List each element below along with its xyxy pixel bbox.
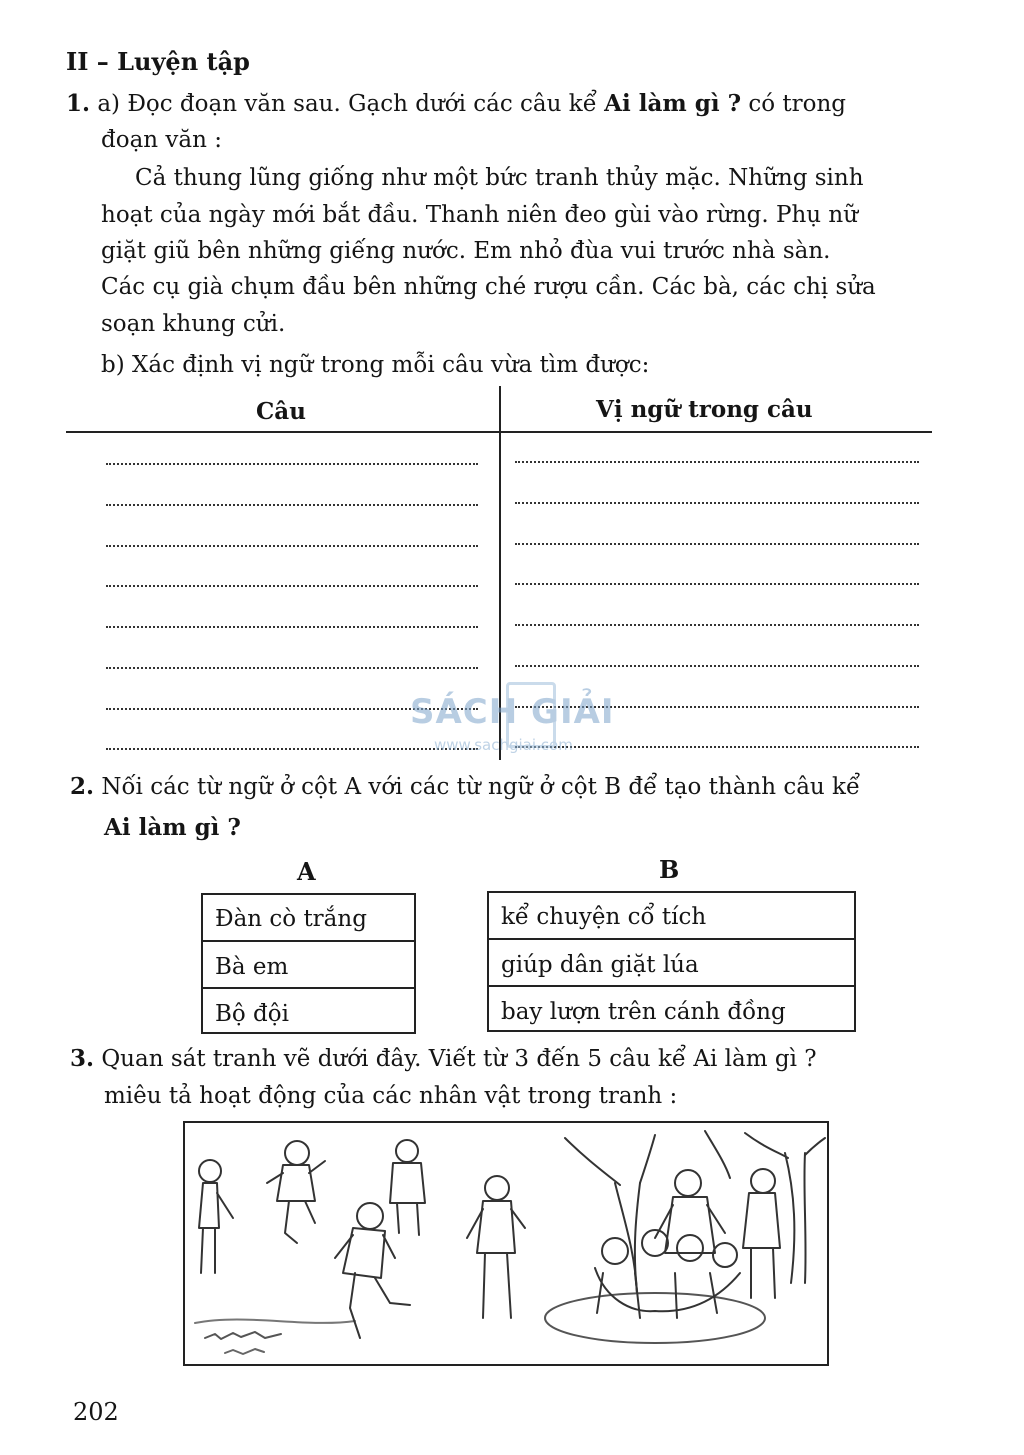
exercise-1-line-1 (66, 86, 846, 122)
page-number: 202 (73, 1398, 119, 1426)
watermark-logo (410, 680, 615, 770)
passage-line: hoạt của ngày mới bắt đầu. Thanh niên đeo gùi vào rừng. Phụ nữ (101, 202, 859, 228)
watermark-brand: SÁCH GIẢI (410, 692, 615, 732)
answer-line[interactable] (515, 624, 919, 626)
exercise-3-instruction: Quan sát tranh vẽ dưới đây. Viết từ 3 đến 5 câu kể Ai làm gì ? (101, 1046, 817, 1072)
answer-line[interactable] (106, 667, 478, 669)
exercise-3-number: 3. (70, 1045, 95, 1072)
column-a-item[interactable]: Bộ đội (215, 1001, 289, 1027)
table-header-vi-ngu: Vị ngữ trong câu (596, 396, 813, 423)
exercise-3-line-1 (70, 1041, 817, 1077)
column-a-item[interactable]: Đàn cò trắng (215, 906, 367, 932)
illustration-children-playing (183, 1121, 829, 1366)
column-b-item[interactable]: giúp dân giặt lúa (501, 952, 699, 978)
section-heading: II – Luyện tập (66, 47, 250, 76)
passage-line: soạn khung cửi. (101, 311, 286, 337)
passage-line: Cả thung lũng giống như một bức tranh thủy mặc. Những sinh (135, 165, 864, 191)
passage-line: giặt giũ bên những giếng nước. Em nhỏ đùa vui trước nhà sàn. (101, 238, 831, 264)
exercise-3-line-2: miêu tả hoạt động của các nhân vật trong tranh : (104, 1083, 678, 1109)
answer-line[interactable] (106, 585, 478, 587)
illustration-drawing (185, 1123, 829, 1366)
answer-line[interactable] (106, 463, 478, 465)
exercise-2-instruction: Nối các từ ngữ ở cột A với các từ ngữ ở cột B để tạo thành câu kể (101, 774, 861, 800)
column-a-box (201, 893, 416, 1034)
exercise-1a-prefix: a) Đọc đoạn văn sau. Gạch dưới các câu kể (97, 91, 605, 117)
column-b-box (487, 891, 856, 1032)
answer-line[interactable] (106, 545, 478, 547)
exercise-1a-line-2: đoạn văn : (101, 127, 222, 153)
table-header-cau: Câu (256, 398, 306, 425)
column-b-label: B (659, 855, 680, 884)
answer-line[interactable] (515, 583, 919, 585)
column-a-label: A (297, 857, 316, 886)
exercise-2-line-1 (70, 769, 860, 805)
answer-line[interactable] (515, 461, 919, 463)
exercise-2-line-2: Ai làm gì ? (104, 814, 241, 841)
exercise-1-number: 1. (66, 90, 91, 117)
passage-line: Các cụ già chụm đầu bên những ché rượu cần. Các bà, các chị sửa (101, 274, 876, 300)
cell-divider (489, 985, 854, 987)
answer-line[interactable] (106, 504, 478, 506)
cell-divider (203, 940, 414, 942)
exercise-1a-suffix: có trong (741, 91, 847, 117)
answer-line[interactable] (106, 626, 478, 628)
answer-line[interactable] (515, 665, 919, 667)
exercise-1a-bold: Ai làm gì ? (604, 90, 742, 117)
cell-divider (203, 987, 414, 989)
exercise-1b-text: b) Xác định vị ngữ trong mỗi câu vừa tìm được: (101, 352, 650, 378)
column-b-item[interactable]: kể chuyện cổ tích (501, 904, 707, 930)
watermark-url: www.sachgiai.com (434, 736, 573, 754)
column-a-item[interactable]: Bà em (215, 954, 289, 980)
answer-line[interactable] (515, 502, 919, 504)
exercise-2-number: 2. (70, 773, 95, 800)
cell-divider (489, 938, 854, 940)
column-b-item[interactable]: bay lượn trên cánh đồng (501, 999, 786, 1025)
answer-line[interactable] (515, 543, 919, 545)
